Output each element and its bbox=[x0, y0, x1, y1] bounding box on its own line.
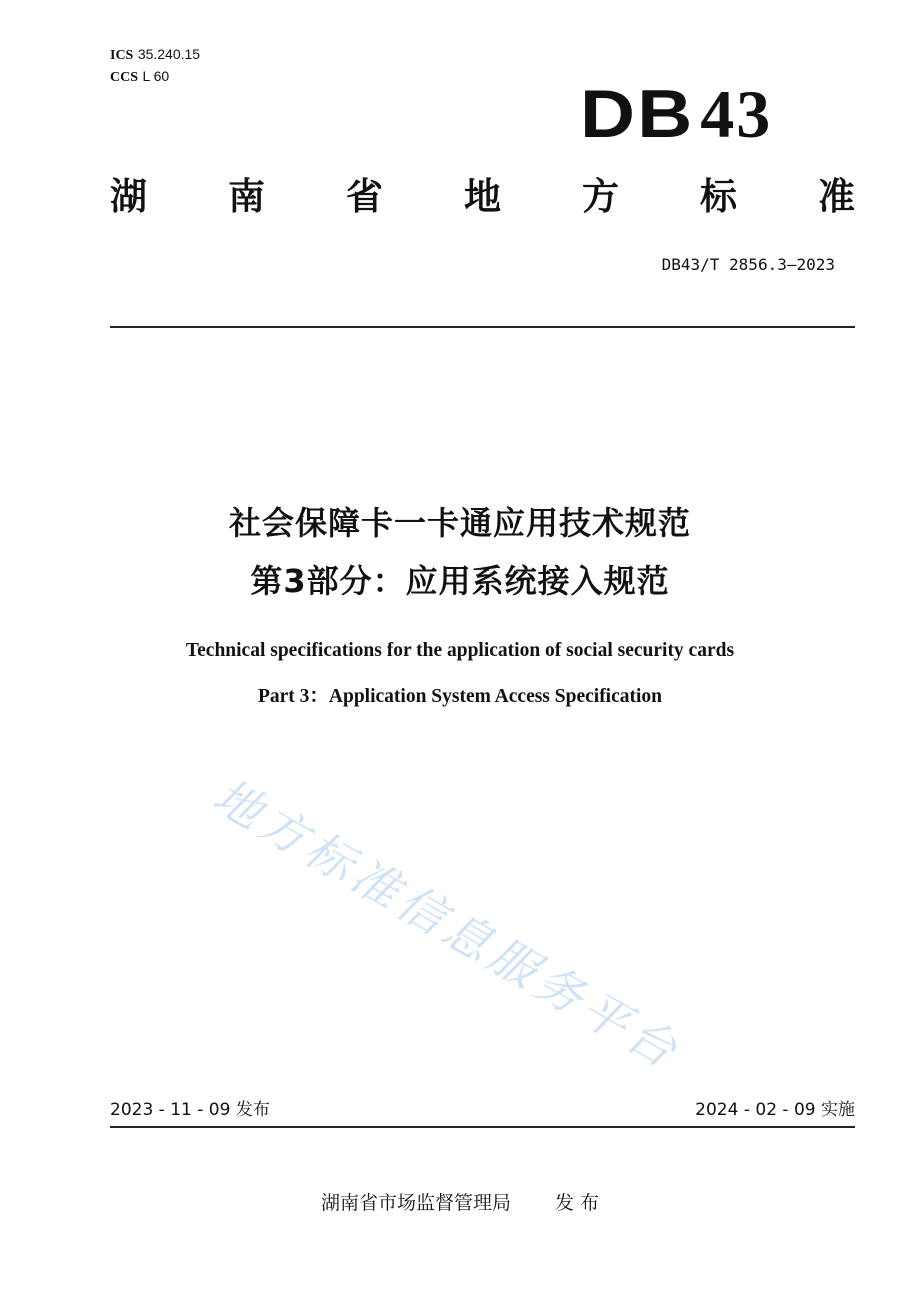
classification-block bbox=[110, 44, 200, 88]
standard-type-char: 方 bbox=[582, 175, 619, 218]
standard-type-char: 标 bbox=[700, 175, 737, 218]
standard-code-logo bbox=[580, 78, 790, 150]
standard-type-char: 地 bbox=[464, 175, 501, 218]
ics-value: 35.240.15 bbox=[137, 46, 201, 62]
title-en-line1: Technical specifications for the application of social security cards bbox=[185, 640, 735, 661]
title-en-line2: Part 3：Application System Access Specification bbox=[257, 686, 663, 707]
watermark-text: 地方标准信息服务平台 bbox=[203, 768, 690, 1082]
publisher-action: 发 布 bbox=[554, 1192, 600, 1214]
top-divider bbox=[110, 326, 855, 328]
title-cn-line2: 第3部分：应用系统接入规范 bbox=[250, 562, 670, 600]
ics-line bbox=[110, 44, 200, 66]
standard-code-prefix: DB bbox=[580, 76, 695, 152]
ccs-label: CCS bbox=[110, 70, 139, 85]
bottom-divider bbox=[110, 1126, 855, 1128]
standard-number: DB43/T 2856.3—2023 bbox=[661, 255, 835, 274]
standard-type-char: 准 bbox=[818, 175, 855, 218]
implement-date: 2024 - 02 - 09 实施 bbox=[695, 1100, 855, 1120]
publisher-line bbox=[0, 1190, 920, 1216]
ccs-line bbox=[110, 66, 200, 88]
ics-label: ICS bbox=[110, 48, 134, 63]
standard-type-heading bbox=[110, 172, 855, 222]
publisher-org: 湖南省市场监督管理局 bbox=[320, 1192, 511, 1214]
title-cn-line1: 社会保障卡一卡通应用技术规范 bbox=[228, 504, 691, 542]
standard-type-char: 南 bbox=[228, 175, 265, 218]
standard-type-char: 省 bbox=[346, 175, 383, 218]
issue-date: 2023 - 11 - 09 发布 bbox=[110, 1100, 270, 1120]
date-row bbox=[110, 1098, 855, 1122]
standard-code-number: 43 bbox=[700, 76, 773, 152]
ccs-value: L 60 bbox=[142, 68, 170, 84]
standard-type-char: 湖 bbox=[110, 175, 147, 218]
